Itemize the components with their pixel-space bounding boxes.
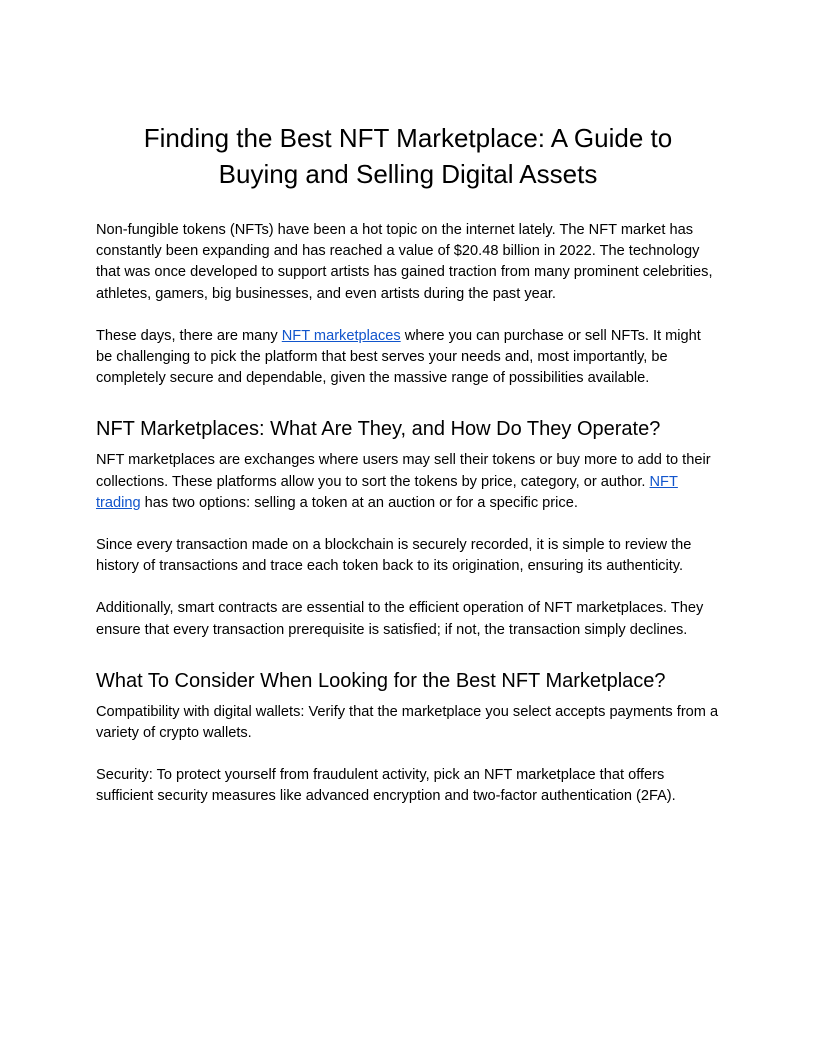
document-title <box>96 120 720 192</box>
nft-marketplaces-link[interactable]: NFT marketplaces <box>281 327 401 344</box>
title-line-1: Finding the Best NFT Marketplace: A Guide to <box>143 123 673 153</box>
document-page <box>96 120 720 808</box>
section-2-heading: What To Consider When Looking for the Best NFT Marketplace? <box>96 669 666 692</box>
intro-paragraph-1: Non-fungible tokens (NFTs) have been a hot topic on the internet lately. The NFT market has constantly been expanding and has reached a value of $20.48 billion in 2022. The technology that was once developed to support artists has gained traction from many prominent celebrities, athletes, gamers, big businesses, and even artists during the past year. <box>96 222 713 302</box>
intro-paragraph-2-text-before: These days, there are many <box>96 327 282 344</box>
section-1-paragraph-1 <box>96 450 720 514</box>
intro-paragraph-2 <box>96 326 720 390</box>
section-1-paragraph-1-text-after: has two options: selling a token at an auction or for a specific price. <box>140 494 578 511</box>
nft-trading-link[interactable]: NFT trading <box>96 473 678 511</box>
intro-paragraph-2-text-after: where you can purchase or sell NFTs. It might be challenging to pick the platform that best serves your needs and, most importantly, be completely secure and dependable, given the massive range of possibilities available. <box>96 327 701 387</box>
title-line-2: Buying and Selling Digital Assets <box>218 159 598 189</box>
section-2-paragraph-1: Compatibility with digital wallets: Verify that the marketplace you select accepts payments from a variety of crypto wallets. <box>96 703 719 742</box>
section-1-paragraph-2: Since every transaction made on a blockchain is securely recorded, it is simple to review the history of transactions and trace each token back to its origination, ensuring its authenticity. <box>96 537 692 575</box>
section-1-paragraph-1-text-before: NFT marketplaces are exchanges where users may sell their tokens or buy more to add to their collections. These platforms allow you to sort the tokens by price, category, or author. <box>96 452 711 490</box>
section-1-paragraph-3: Additionally, smart contracts are essential to the efficient operation of NFT marketplaces. They ensure that every transaction prerequisite is satisfied; if not, the transaction simply declines. <box>96 600 704 638</box>
section-2-paragraph-2: Security: To protect yourself from fraudulent activity, pick an NFT marketplace that offers sufficient security measures like advanced encryption and two-factor authentication (2FA). <box>96 767 676 805</box>
section-1-heading: NFT Marketplaces: What Are They, and How Do They Operate? <box>96 418 661 441</box>
